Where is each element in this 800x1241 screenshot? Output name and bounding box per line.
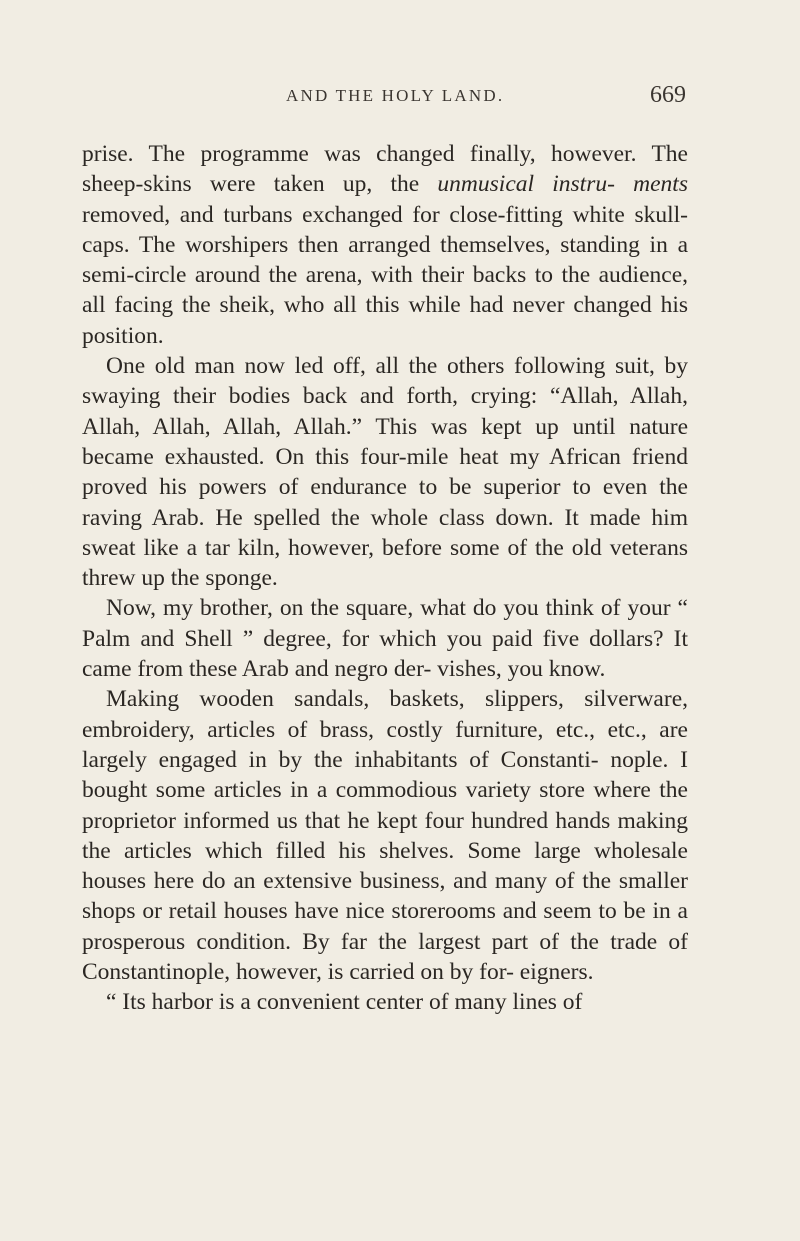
paragraph-5: “ Its harbor is a convenient center of many lines of	[106, 989, 583, 1016]
running-title: AND THE HOLY LAND.	[286, 86, 505, 105]
paragraph-1-text-a: prise. The programme was changed finally, however. The sheep-skins were taken up, the	[82, 141, 688, 198]
page-number: 669	[650, 82, 686, 108]
italic-phrase: unmusical instru- ments	[437, 171, 688, 198]
paragraph-1-text-b: removed, and turbans exchanged for close-fitting white skull-caps. The worshipers then arranged themselves, standing in a semi-circle around the arena, with their backs to the audience, all facing the sheik, who all this while had never changed his position.	[82, 201, 688, 349]
running-header	[0, 82, 800, 116]
paragraph-3: Now, my brother, on the square, what do you think of your “ Palm and Shell ” degree, for which you paid five dollars? It came from these Arab and negro der- vishes, you know.	[82, 595, 688, 683]
paragraph-1	[82, 139, 688, 351]
body-text	[82, 139, 688, 1018]
paragraph-2: One old man now led off, all the others following suit, by swaying their bodies back and forth, crying: “Allah, Allah, Allah, Allah, Allah, Allah.” This was kept up until nature became exhausted. On this four-mile heat my African friend proved his powers of endurance to be superior to even the raving Arab. He spelled the whole class down. It made him sweat like a tar kiln, however, before some of the old veterans threw up the sponge.	[82, 353, 688, 592]
paragraph-4: Making wooden sandals, baskets, slippers, silverware, embroidery, articles of brass, costly furniture, etc., etc., are largely engaged in by the inhabitants of Constanti- nople. I bought some articles in a commodious variety store where the proprietor informed us that he kept four hundred hands making the articles which filled his shelves. Some large wholesale houses here do an extensive business, and many of the smaller shops or retail houses have nice storerooms and seem to be in a prosperous condition. By far the largest part of the trade of Constantinople, however, is carried on by for- eigners.	[82, 686, 688, 986]
